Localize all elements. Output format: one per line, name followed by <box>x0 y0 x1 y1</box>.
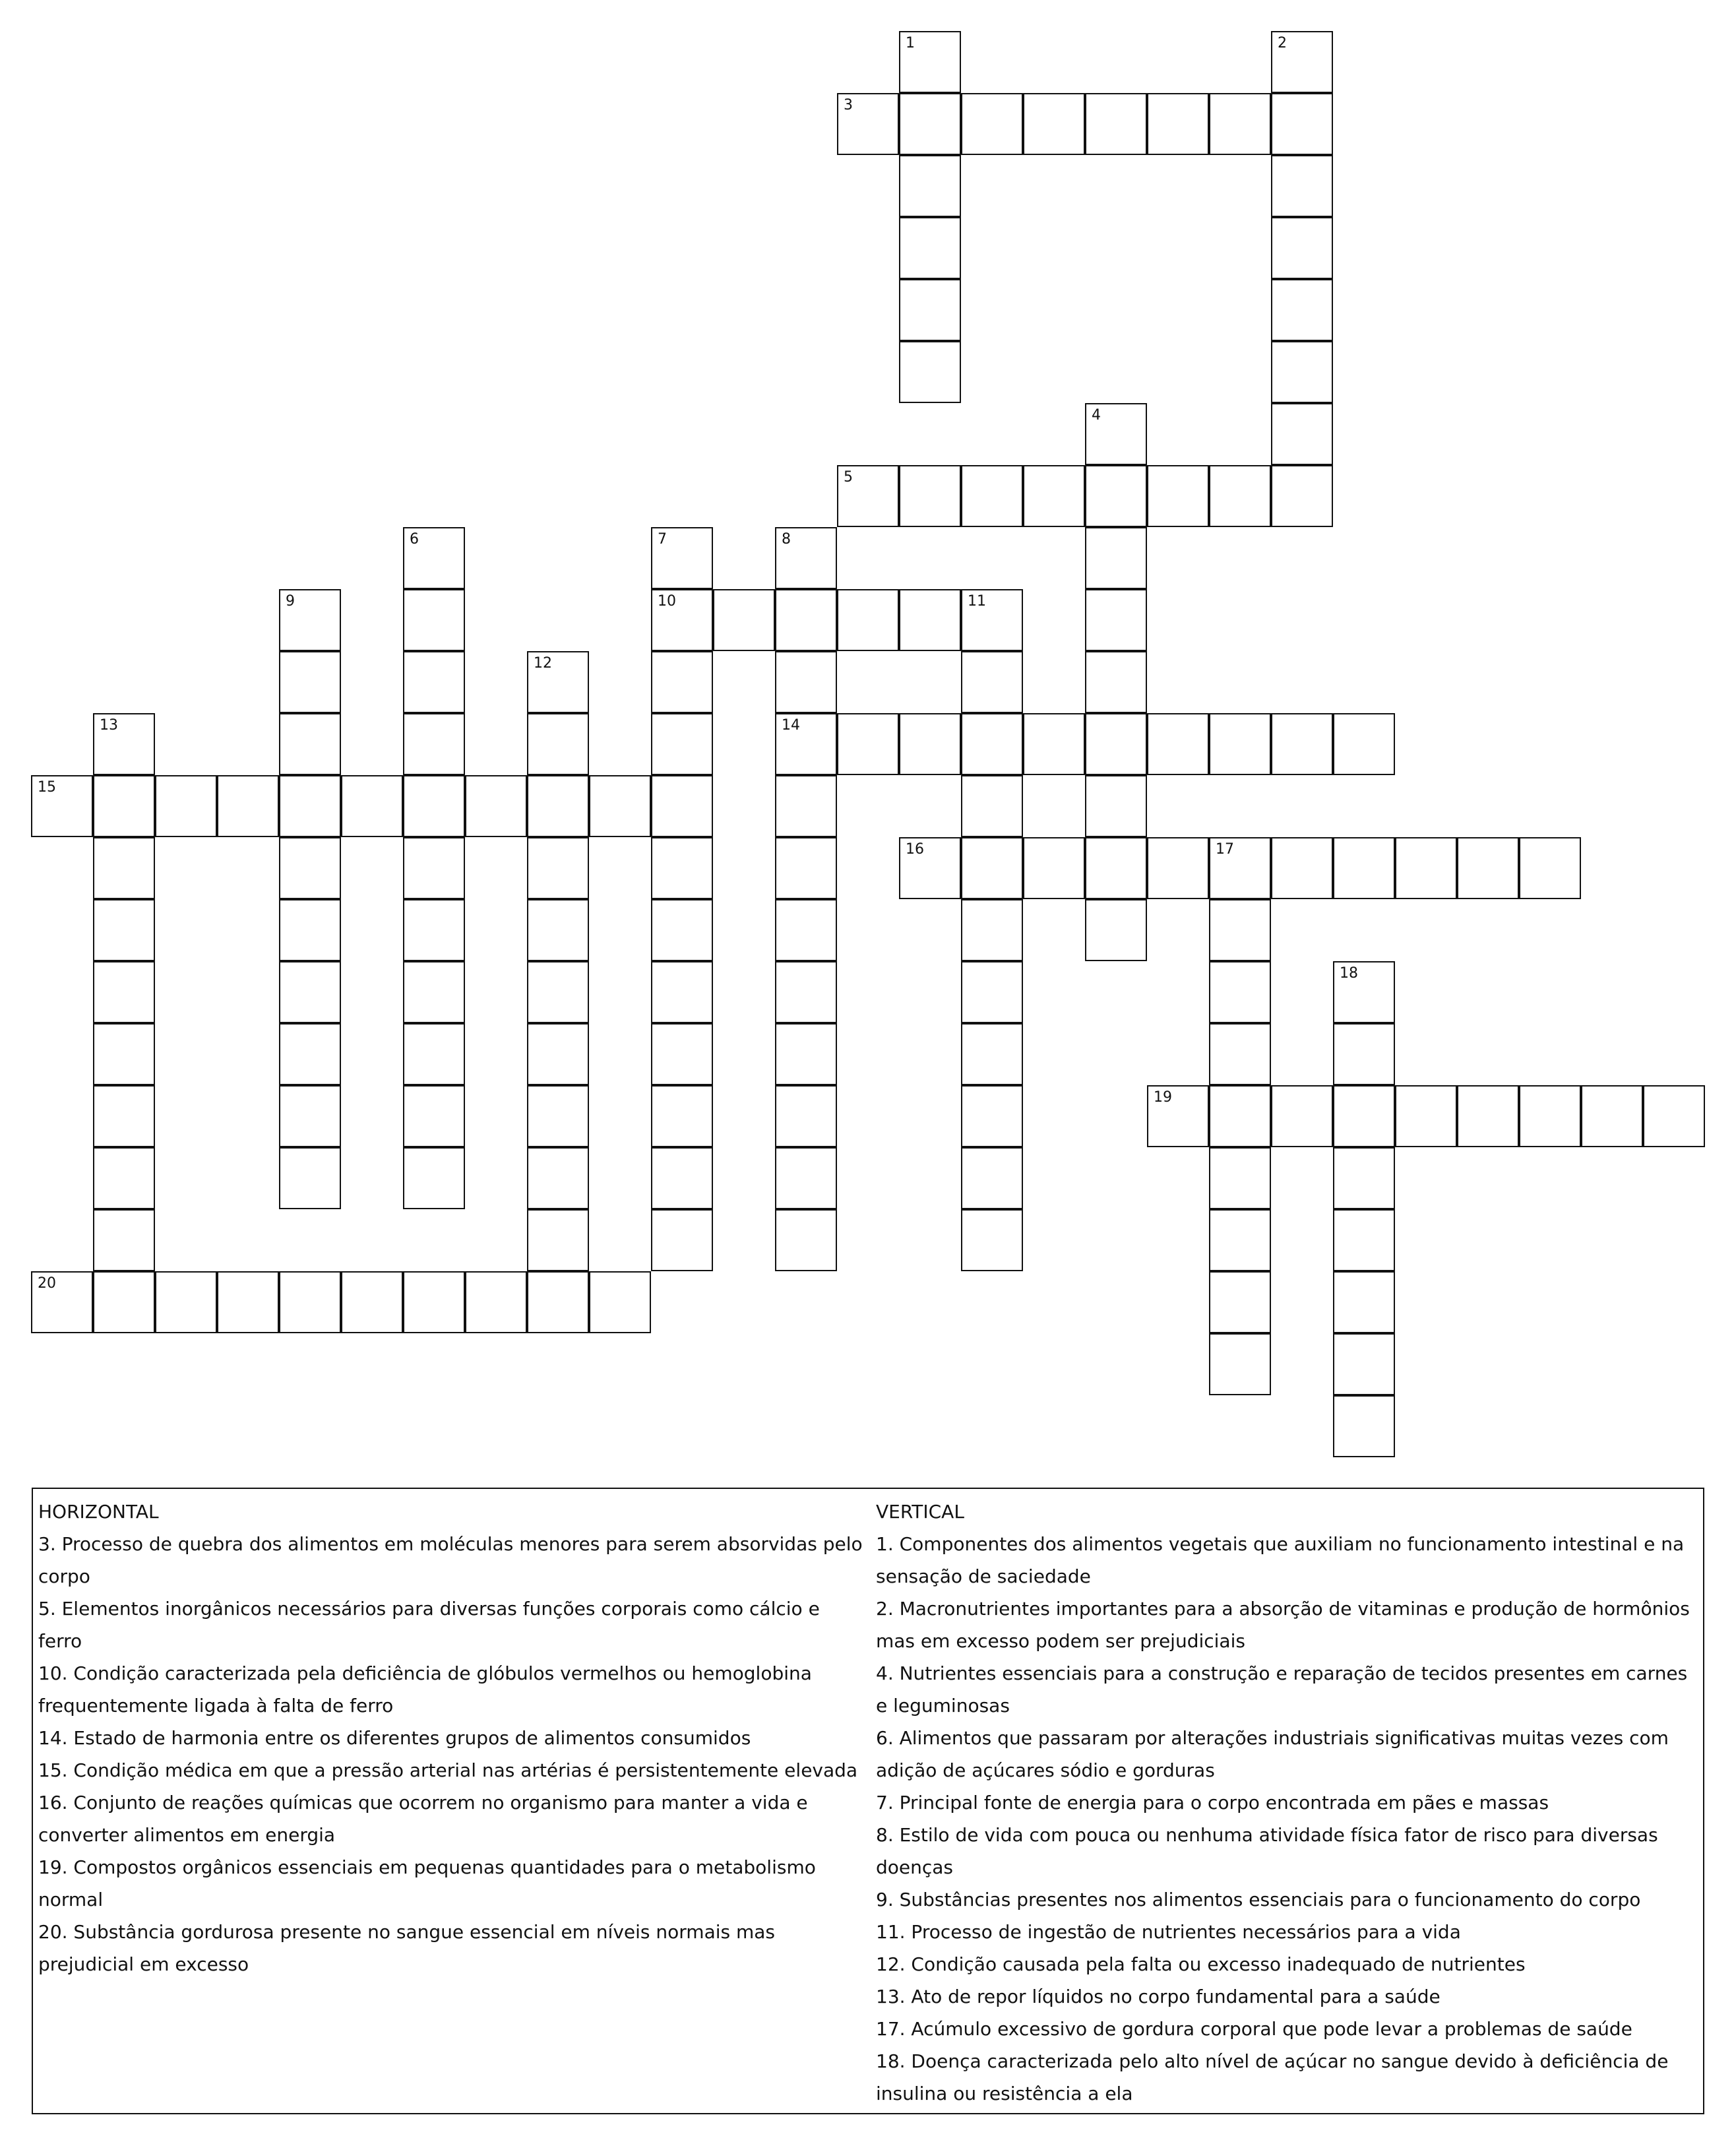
crossword-cell[interactable] <box>1271 403 1333 465</box>
crossword-cell[interactable] <box>961 1147 1023 1209</box>
crossword-cell[interactable] <box>961 961 1023 1023</box>
crossword-cell[interactable] <box>155 1271 217 1333</box>
clue-vertical-18: 18. Doença caracterizada pelo alto nível de açúcar no sangue devido à deficiência de insulina ou resistência a ela <box>876 2050 1669 2104</box>
crossword-cell[interactable] <box>1457 837 1519 899</box>
crossword-cell[interactable] <box>1271 31 1333 93</box>
crossword-cell[interactable] <box>1271 341 1333 403</box>
crossword-cell[interactable] <box>1085 899 1147 961</box>
crossword-cell[interactable] <box>1085 403 1147 465</box>
crossword-cell[interactable] <box>651 589 713 651</box>
clue-vertical-6: 6. Alimentos que passaram por alterações industriais significativas muitas vezes com adição de açúcares sódio e gorduras <box>876 1727 1669 1781</box>
crossword-cell[interactable] <box>1085 775 1147 837</box>
crossword-cell[interactable] <box>93 1271 155 1333</box>
crossword-cell[interactable] <box>899 465 961 527</box>
crossword-cell[interactable] <box>1209 93 1271 155</box>
clue-number: 3 <box>844 97 853 113</box>
clue-horizontal-10: 10. Condição caracterizada pela deficiência de glóbulos vermelhos ou hemoglobina frequentemente ligada à falta de ferro <box>38 1662 812 1717</box>
crossword-cell[interactable] <box>1271 217 1333 279</box>
clues-box <box>32 1488 1704 2114</box>
crossword-cell[interactable] <box>1333 713 1395 775</box>
crossword-cell[interactable] <box>1209 1085 1271 1147</box>
clue-horizontal-16: 16. Conjunto de reações químicas que ocorrem no organismo para manter a vida e converter alimentos em energia <box>38 1792 808 1846</box>
crossword-cell[interactable] <box>527 899 589 961</box>
crossword-cell[interactable] <box>651 651 713 713</box>
crossword-cell[interactable] <box>403 961 465 1023</box>
crossword-cell[interactable] <box>1333 1271 1395 1333</box>
crossword-cell[interactable] <box>961 837 1023 899</box>
crossword-cell[interactable] <box>651 1147 713 1209</box>
crossword-cell[interactable] <box>961 465 1023 527</box>
crossword-cell[interactable] <box>651 961 713 1023</box>
crossword-cell[interactable] <box>961 589 1023 651</box>
clue-number: 15 <box>38 779 56 796</box>
crossword-cell[interactable] <box>899 279 961 341</box>
crossword-cell[interactable] <box>465 775 527 837</box>
crossword-cell[interactable] <box>279 899 341 961</box>
crossword-cell[interactable] <box>1023 93 1085 155</box>
crossword-cell[interactable] <box>1209 1147 1271 1209</box>
crossword-cell[interactable] <box>1147 93 1209 155</box>
crossword-cell[interactable] <box>279 589 341 651</box>
crossword-cell[interactable] <box>1333 1209 1395 1271</box>
crossword-cell[interactable] <box>1519 1085 1581 1147</box>
crossword-cell[interactable] <box>651 1209 713 1271</box>
crossword-cell[interactable] <box>1643 1085 1705 1147</box>
crossword-cell[interactable] <box>93 1085 155 1147</box>
horizontal-heading: HORIZONTAL <box>38 1501 159 1523</box>
crossword-cell[interactable] <box>713 589 775 651</box>
crossword-cell[interactable] <box>279 837 341 899</box>
crossword-cell[interactable] <box>775 589 837 651</box>
crossword-cell[interactable] <box>279 713 341 775</box>
crossword-cell[interactable] <box>1147 837 1209 899</box>
crossword-cell[interactable] <box>31 775 93 837</box>
crossword-cell[interactable] <box>1023 837 1085 899</box>
clue-number: 20 <box>38 1275 56 1292</box>
crossword-cell[interactable] <box>1333 961 1395 1023</box>
crossword-cell[interactable] <box>527 713 589 775</box>
clue-vertical-11: 11. Processo de ingestão de nutrientes necessários para a vida <box>876 1921 1461 1943</box>
crossword-cell[interactable] <box>1333 1395 1395 1457</box>
crossword-cell[interactable] <box>341 775 403 837</box>
crossword-cell[interactable] <box>527 1023 589 1085</box>
horizontal-clues <box>38 1496 866 1980</box>
crossword-cell[interactable] <box>775 837 837 899</box>
vertical-clues <box>876 1496 1700 2110</box>
crossword-cell[interactable] <box>775 651 837 713</box>
crossword-cell[interactable] <box>1581 1085 1643 1147</box>
crossword-cell[interactable] <box>93 1147 155 1209</box>
crossword-cell[interactable] <box>403 713 465 775</box>
clue-number: 8 <box>782 531 791 548</box>
crossword-cell[interactable] <box>31 1271 93 1333</box>
crossword-cell[interactable] <box>93 899 155 961</box>
crossword-cell[interactable] <box>1085 527 1147 589</box>
crossword-cell[interactable] <box>775 1023 837 1085</box>
crossword-cell[interactable] <box>1147 465 1209 527</box>
crossword-cell[interactable] <box>93 961 155 1023</box>
crossword-cell[interactable] <box>899 713 961 775</box>
crossword-cell[interactable] <box>1271 155 1333 217</box>
crossword-cell[interactable] <box>961 1085 1023 1147</box>
crossword-cell[interactable] <box>961 775 1023 837</box>
crossword-cell[interactable] <box>837 589 899 651</box>
clue-vertical-2: 2. Macronutrientes importantes para a absorção de vitaminas e produção de hormônios mas em excesso podem ser prejudiciais <box>876 1598 1690 1652</box>
crossword-cell[interactable] <box>527 1271 589 1333</box>
crossword-cell[interactable] <box>899 837 961 899</box>
clue-horizontal-14: 14. Estado de harmonia entre os diferentes grupos de alimentos consumidos <box>38 1727 751 1749</box>
crossword-cell[interactable] <box>1209 1023 1271 1085</box>
clue-vertical-12: 12. Condição causada pela falta ou excesso inadequado de nutrientes <box>876 1953 1526 1975</box>
clue-vertical-9: 9. Substâncias presentes nos alimentos essenciais para o funcionamento do corpo <box>876 1889 1641 1910</box>
crossword-cell[interactable] <box>93 775 155 837</box>
clue-number: 2 <box>1278 35 1287 51</box>
crossword-cell[interactable] <box>1209 1271 1271 1333</box>
crossword-cell[interactable] <box>527 1147 589 1209</box>
clue-number: 12 <box>534 655 552 672</box>
crossword-cell[interactable] <box>651 527 713 589</box>
vertical-heading: VERTICAL <box>876 1501 964 1523</box>
crossword-cell[interactable] <box>837 713 899 775</box>
crossword-cell[interactable] <box>961 1209 1023 1271</box>
crossword-cell[interactable] <box>1023 465 1085 527</box>
crossword-cell[interactable] <box>1209 1333 1271 1395</box>
crossword-cell[interactable] <box>93 1023 155 1085</box>
crossword-cell[interactable] <box>1085 465 1147 527</box>
crossword-cell[interactable] <box>1085 837 1147 899</box>
crossword-cell[interactable] <box>341 1271 403 1333</box>
crossword-cell[interactable] <box>1023 713 1085 775</box>
clue-vertical-8: 8. Estilo de vida com pouca ou nenhuma atividade física fator de risco para diversas doenças <box>876 1824 1658 1878</box>
crossword-cell[interactable] <box>1333 1085 1395 1147</box>
crossword-cell[interactable] <box>1271 837 1333 899</box>
crossword-cell[interactable] <box>775 1147 837 1209</box>
crossword-cell[interactable] <box>279 961 341 1023</box>
crossword-cell[interactable] <box>1519 837 1581 899</box>
crossword-cell[interactable] <box>775 527 837 589</box>
crossword-cell[interactable] <box>1333 1333 1395 1395</box>
crossword-cell[interactable] <box>93 1209 155 1271</box>
crossword-cell[interactable] <box>651 1023 713 1085</box>
crossword-cell[interactable] <box>961 899 1023 961</box>
crossword-cell[interactable] <box>651 713 713 775</box>
crossword-cell[interactable] <box>1209 465 1271 527</box>
crossword-cell[interactable] <box>651 837 713 899</box>
crossword-cell[interactable] <box>155 775 217 837</box>
clue-number: 10 <box>658 593 676 610</box>
crossword-cell[interactable] <box>589 1271 651 1333</box>
crossword-cell[interactable] <box>403 1147 465 1209</box>
clue-number: 19 <box>1154 1089 1172 1106</box>
crossword-cell[interactable] <box>403 1085 465 1147</box>
clue-vertical-17: 17. Acúmulo excessivo de gordura corporal que pode levar a problemas de saúde <box>876 2018 1632 2040</box>
crossword-cell[interactable] <box>1209 899 1271 961</box>
crossword-cell[interactable] <box>1333 837 1395 899</box>
clue-horizontal-5: 5. Elementos inorgânicos necessários para diversas funções corporais como cálcio e ferro <box>38 1598 820 1652</box>
crossword-cell[interactable] <box>775 1209 837 1271</box>
clue-number: 9 <box>286 593 295 610</box>
crossword-cell[interactable] <box>899 589 961 651</box>
crossword-cell[interactable] <box>403 837 465 899</box>
crossword-cell[interactable] <box>527 775 589 837</box>
crossword-cell[interactable] <box>1395 1085 1457 1147</box>
crossword-cell[interactable] <box>1209 713 1271 775</box>
crossword-cell[interactable] <box>899 93 961 155</box>
crossword-cell[interactable] <box>1271 465 1333 527</box>
crossword-cell[interactable] <box>93 713 155 775</box>
crossword-cell[interactable] <box>403 775 465 837</box>
crossword-cell[interactable] <box>403 1023 465 1085</box>
crossword-cell[interactable] <box>775 961 837 1023</box>
clue-number: 13 <box>100 717 118 734</box>
crossword-cell[interactable] <box>217 1271 279 1333</box>
clue-horizontal-19: 19. Compostos orgânicos essenciais em pequenas quantidades para o metabolismo normal <box>38 1856 816 1910</box>
crossword-cell[interactable] <box>961 1023 1023 1085</box>
crossword-cell[interactable] <box>961 713 1023 775</box>
crossword-cell[interactable] <box>527 1209 589 1271</box>
crossword-cell[interactable] <box>217 775 279 837</box>
crossword-cell[interactable] <box>527 961 589 1023</box>
crossword-cell[interactable] <box>1085 713 1147 775</box>
clue-number: 5 <box>844 469 853 486</box>
crossword-cell[interactable] <box>1271 93 1333 155</box>
clue-horizontal-15: 15. Condição médica em que a pressão arterial nas artérias é persistentemente elevada <box>38 1759 858 1781</box>
crossword-cell[interactable] <box>527 1085 589 1147</box>
crossword-cell[interactable] <box>1271 279 1333 341</box>
clue-horizontal-3: 3. Processo de quebra dos alimentos em moléculas menores para serem absorvidas pelo corpo <box>38 1533 863 1587</box>
clue-vertical-13: 13. Ato de repor líquidos no corpo fundamental para a saúde <box>876 1986 1441 2007</box>
crossword-cell[interactable] <box>279 1085 341 1147</box>
crossword-cell[interactable] <box>589 775 651 837</box>
crossword-cell[interactable] <box>651 1085 713 1147</box>
crossword-cell[interactable] <box>837 465 899 527</box>
crossword-cell[interactable] <box>403 589 465 651</box>
crossword-cell[interactable] <box>403 651 465 713</box>
crossword-cell[interactable] <box>961 93 1023 155</box>
crossword-cell[interactable] <box>403 1271 465 1333</box>
crossword-cell[interactable] <box>1147 713 1209 775</box>
crossword-cell[interactable] <box>279 651 341 713</box>
crossword-cell[interactable] <box>899 31 961 93</box>
crossword-cell[interactable] <box>1271 1085 1333 1147</box>
crossword-cell[interactable] <box>1457 1085 1519 1147</box>
clue-number: 1 <box>906 35 915 51</box>
clue-number: 16 <box>906 841 924 858</box>
clue-number: 14 <box>782 717 800 734</box>
crossword-cell[interactable] <box>775 1085 837 1147</box>
clue-number: 4 <box>1092 407 1101 424</box>
crossword-cell[interactable] <box>651 775 713 837</box>
crossword-cell[interactable] <box>93 837 155 899</box>
crossword-cell[interactable] <box>899 217 961 279</box>
crossword-cell[interactable] <box>279 1271 341 1333</box>
crossword-cell[interactable] <box>403 527 465 589</box>
crossword-cell[interactable] <box>899 341 961 403</box>
crossword-cell[interactable] <box>279 775 341 837</box>
crossword-cell[interactable] <box>651 899 713 961</box>
crossword-cell[interactable] <box>1147 1085 1209 1147</box>
clue-number: 7 <box>658 531 667 548</box>
crossword-cell[interactable] <box>527 837 589 899</box>
clue-horizontal-20: 20. Substância gordurosa presente no sangue essencial em níveis normais mas prejudicial em excesso <box>38 1921 776 1975</box>
crossword-cell[interactable] <box>961 651 1023 713</box>
crossword-cell[interactable] <box>1333 1147 1395 1209</box>
crossword-cell[interactable] <box>1209 961 1271 1023</box>
clue-vertical-1: 1. Componentes dos alimentos vegetais que auxiliam no funcionamento intestinal e na sensação de saciedade <box>876 1533 1685 1587</box>
clue-number: 17 <box>1216 841 1234 858</box>
crossword-cell[interactable] <box>1209 1209 1271 1271</box>
crossword-cell[interactable] <box>1085 651 1147 713</box>
crossword-cell[interactable] <box>527 651 589 713</box>
crossword-cell[interactable] <box>775 775 837 837</box>
clue-number: 6 <box>410 531 419 548</box>
crossword-cell[interactable] <box>775 713 837 775</box>
crossword-cell[interactable] <box>1085 93 1147 155</box>
clue-number: 18 <box>1340 965 1358 982</box>
crossword-cell[interactable] <box>775 899 837 961</box>
crossword-cell[interactable] <box>1333 1023 1395 1085</box>
crossword-cell[interactable] <box>403 899 465 961</box>
crossword-cell[interactable] <box>1085 589 1147 651</box>
crossword-cell[interactable] <box>1209 837 1271 899</box>
crossword-cell[interactable] <box>837 93 899 155</box>
crossword-cell[interactable] <box>279 1147 341 1209</box>
crossword-cell[interactable] <box>1271 713 1333 775</box>
clue-vertical-4: 4. Nutrientes essenciais para a construção e reparação de tecidos presentes em carnes e leguminosas <box>876 1662 1688 1717</box>
crossword-cell[interactable] <box>465 1271 527 1333</box>
clue-vertical-7: 7. Principal fonte de energia para o corpo encontrada em pães e massas <box>876 1792 1549 1813</box>
clue-number: 11 <box>968 593 986 610</box>
crossword-cell[interactable] <box>899 155 961 217</box>
crossword-cell[interactable] <box>1395 837 1457 899</box>
crossword-cell[interactable] <box>279 1023 341 1085</box>
